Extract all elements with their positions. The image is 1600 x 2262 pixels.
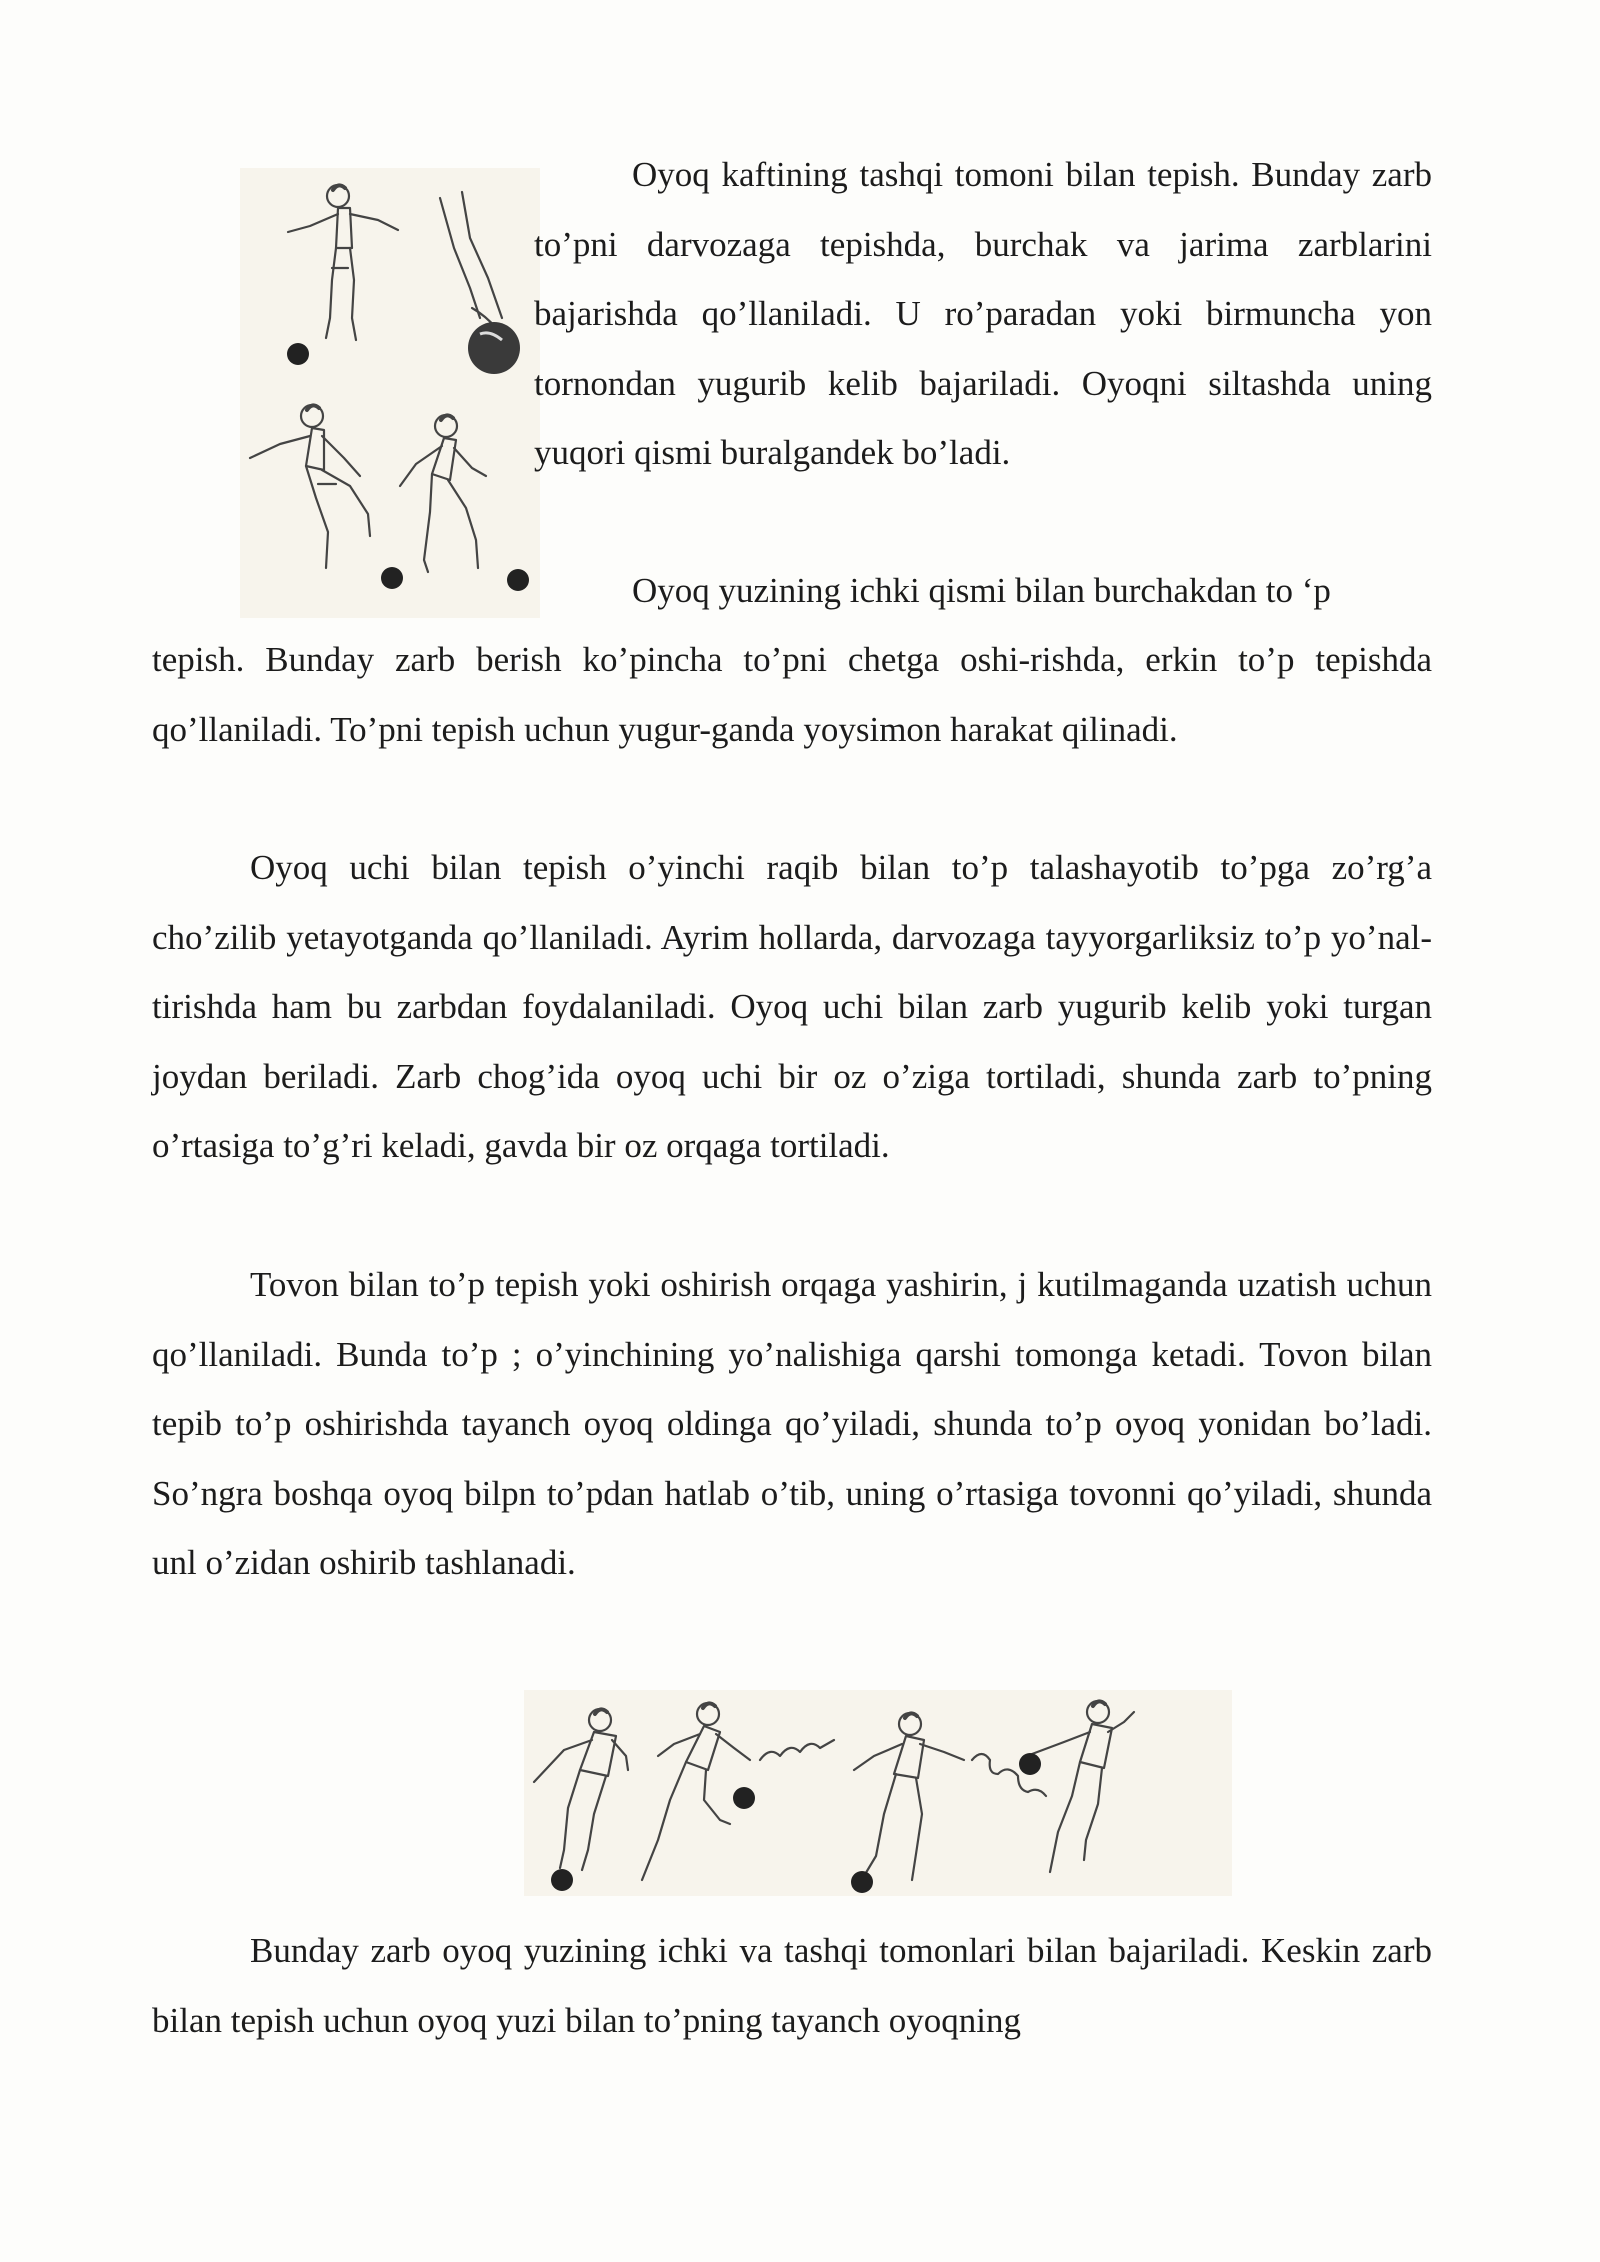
kick-technique-illustration xyxy=(240,168,540,618)
paragraph-heel-kick: Tovon bilan to’p tepish yoki oshirish orqaga yashirin, j kutilmaganda uzatish uchun qo’llaniladi. Bunda to’p ; o’yinchining yo’nalishiga qarshi tomonga ketadi. Tovon bilan tepib to’p oshirishda tayanch oyoq oldinga qo’yiladi, shunda to’p oyoq yonidan bo’ladi. So’ngra boshqa oyoq bilpn to’pdan hatlab o’tib, uning o’rtasiga tovonni qo’yiladi, shunda unl o’zidan oshirib tashlanadi. xyxy=(152,1265,1432,1582)
paragraph-outside-foot-kick: Oyoq kaftining tashqi tomoni bilan tepish. Bunday zarb to’pni darvozaga tepishda, burchak va jarima zarblarini bajarishda qo’llaniladi. U ro’paradan yoki birmuncha yon tornondan yugurib kelib bajariladi. Oyoqni siltashda uning yuqori qismi buralgandek bo’ladi. xyxy=(534,155,1432,472)
paragraph-inside-instep-kick: tepish. Bunday zarb berish ko’pincha to’pni chetga oshi-rishda, erkin to’p tepishda qo’llaniladi. To’pni tepish uchun yugur-ganda yoysimon harakat qilinadi. xyxy=(152,640,1432,749)
paragraph-inside-instep-kick-first-line: Oyoq yuzining ichki qismi bilan burchakdan to ‘p xyxy=(632,571,1331,610)
heel-kick-illustration xyxy=(524,1690,1232,1896)
paragraph-instep-sides-kick: Bunday zarb oyoq yuzining ichki va tashqi tomonlari bilan bajariladi. Keskin zarb bilan tepish uchun oyoq yuzi bilan to’pning tayanch oyoqning xyxy=(152,1931,1432,2040)
paragraph-toe-kick: Oyoq uchi bilan tepish o’yinchi raqib bilan to’p talashayotib to’pga zo’rg’a cho’zilib yetayotganda qo’llaniladi. Ayrim hollarda, darvozaga tayyorgarliksiz to’p yo’nal-tirishda ham bu zarbdan foydalaniladi. Oyoq uchi bilan zarb yugurib kelib yoki turgan joydan beriladi. Zarb chog’ida oyoq uchi bir oz o’ziga tortiladi, shunda zarb to’pning o’rtasiga to’g’ri keladi, gavda bir oz orqaga tortiladi. xyxy=(152,848,1432,1165)
